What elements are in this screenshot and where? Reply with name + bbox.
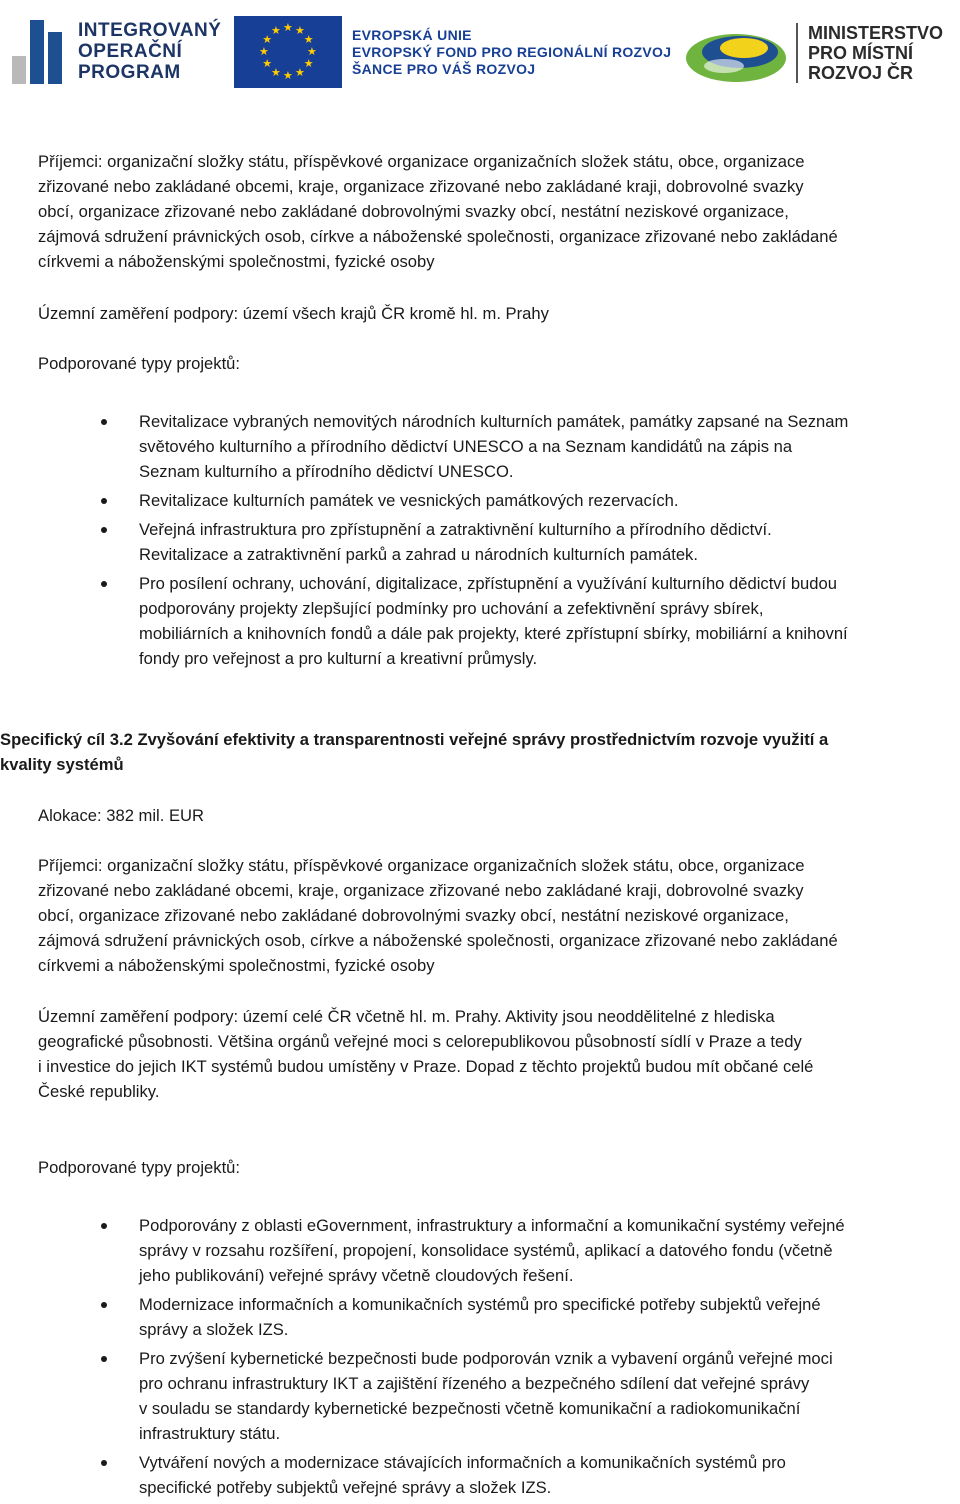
mmr-logo — [684, 18, 943, 88]
territory-paragraph: Územní zaměření podpory: území celé ČR včetně hl. m. Prahy. Aktivity jsou neoddělitelné z hlediska geografické působnosti. Většina orgánů veřejné moci s celorepublikovou působností sídlí v Praze a tedy i investice do jejich IKT systémů budou umístěny v Praze. Dopad z těchto projektů budou mít občané celé České republiky. — [38, 1007, 814, 1101]
bullet-icon — [101, 1460, 107, 1466]
project-types-list — [0, 1213, 960, 1504]
list-item: Revitalizace kulturních památek ve vesnických památkových rezervacích. — [0, 488, 960, 513]
eu-star-icon: ★ — [283, 22, 293, 34]
project-types-label: Podporované typy projektů: — [38, 1158, 241, 1177]
list-item: Vytváření nových a modernizace stávajících informačních a komunikačních systémů pro specifické potřeby subjektů veřejné správy a složek IZS. — [0, 1450, 960, 1500]
eu-star-icon: ★ — [271, 25, 281, 38]
list-item: Veřejná infrastruktura pro zpřístupnění a zatraktivnění kulturního a přírodního dědictví. Revitalizace a zatraktivnění parků a zahrad u národních kulturních památek. — [0, 517, 960, 567]
list-item: Pro posílení ochrany, uchování, digitalizace, zpřístupnění a využívání kulturního dědictví budou podporovány projekty zlepšující podmínky pro uchování a zefektivnění správy sbírek, mobiliárních a knihovních fondů a dále pak projekty, které zpřístupní sbírky, mobiliární a knihovní fondy pro veřejnost a pro kulturní a kreativní průmysly. — [0, 571, 960, 671]
eu-logo — [234, 16, 671, 88]
list-item: Pro zvýšení kybernetické bezpečnosti bude podporován vznik a vybavení orgánů veřejné moci pro ochranu infrastruktury IKT a zajištění řízeného a bezpečného sdílení dat veřejné správy v souladu se standardy kybernetické bezpečnosti včetně komunikační a radiokomunikační infrastruktury státu. — [0, 1346, 960, 1446]
recipients-paragraph: Příjemci: organizační složky státu, příspěvkové organizace organizačních složek státu, obce, organizace zřizované nebo zakládané obcemi, kraje, organizace zřizované nebo zakládané kraji, dobrovolné svazky obcí, organizace zřizované nebo zakládané dobrovolnými svazky obcí, nestátní neziskové organizace, zájmová sdružení právnických osob, církve a náboženské společnosti, organizace zřizované nebo zakládané církvemi a náboženskými společnostmi, fyzické osoby — [38, 856, 838, 975]
eu-star-icon: ★ — [295, 66, 305, 79]
list-item: Podporovány z oblasti eGovernment, infrastruktury a informační a komunikační systémy veřejné správy v rozsahu rozšíření, propojení, konsolidace systémů, aplikací a datového fondu (včetně jeho publikování) veřejné správy včetně cloudových řešení. — [0, 1213, 960, 1288]
iop-logo-mark — [8, 14, 70, 88]
eu-star-icon: ★ — [303, 58, 314, 70]
eu-star-icon: ★ — [271, 66, 281, 79]
eu-star-icon: ★ — [303, 34, 314, 46]
bullet-icon — [101, 419, 107, 425]
mmr-logo-text: MINISTERSTVO PRO MÍSTNÍ ROZVOJ ČR — [796, 23, 943, 83]
recipients-paragraph: Příjemci: organizační složky státu, příspěvkové organizace organizačních složek státu, obce, organizace zřizované nebo zakládané obcemi, kraje, organizace zřizované nebo zakládané kraji, dobrovolné svazky obcí, organizace zřizované nebo zakládané dobrovolnými svazky obcí, nestátní neziskové organizace, zájmová sdružení právnických osob, církve a náboženské společnosti, organizace zřizované nebo zakládané církvemi a náboženskými společnostmi, fyzické osoby — [38, 152, 838, 271]
list-item: Revitalizace vybraných nemovitých národních kulturních památek, památky zapsané na Seznam světového kulturního a přírodního dědictví UNESCO a na Seznam kandidátů na zápis na Seznam kulturního a přírodního dědictví UNESCO. — [0, 409, 960, 484]
bullet-icon — [101, 1356, 107, 1362]
iop-logo — [8, 14, 221, 88]
territory-paragraph: Územní zaměření podpory: území všech krajů ČR kromě hl. m. Prahy — [38, 304, 549, 323]
bullet-icon — [101, 581, 107, 587]
eu-star-icon: ★ — [283, 70, 293, 82]
eu-star-icon: ★ — [295, 25, 305, 38]
logo-header — [0, 0, 960, 110]
mmr-logo-mark — [684, 18, 788, 88]
list-item: Modernizace informačních a komunikačních systémů pro specifické potřeby subjektů veřejné správy a složek IZS. — [0, 1292, 960, 1342]
eu-flag-icon — [234, 16, 342, 88]
project-types-label: Podporované typy projektů: — [38, 354, 241, 373]
section-heading: Specifický cíl 3.2 Zvyšování efektivity a transparentnosti veřejné správy prostřednictvím rozvoje využití a kvality systémů — [0, 730, 829, 774]
bullet-icon — [101, 498, 107, 504]
eu-star-icon: ★ — [262, 34, 273, 46]
project-types-list — [0, 409, 960, 675]
iop-logo-text: INTEGROVANÝ OPERAČNÍ PROGRAM — [78, 19, 222, 83]
bullet-icon — [101, 1302, 107, 1308]
eu-star-icon: ★ — [259, 46, 269, 58]
allocation-paragraph: Alokace: 382 mil. EUR — [38, 806, 205, 825]
eu-star-icon: ★ — [262, 58, 273, 70]
eu-star-icon: ★ — [307, 46, 317, 58]
bullet-icon — [101, 1223, 107, 1229]
bullet-icon — [101, 527, 107, 533]
eu-logo-text: EVROPSKÁ UNIE EVROPSKÝ FOND PRO REGIONÁLNÍ ROZVOJ ŠANCE PRO VÁŠ ROZVOJ — [352, 26, 672, 77]
